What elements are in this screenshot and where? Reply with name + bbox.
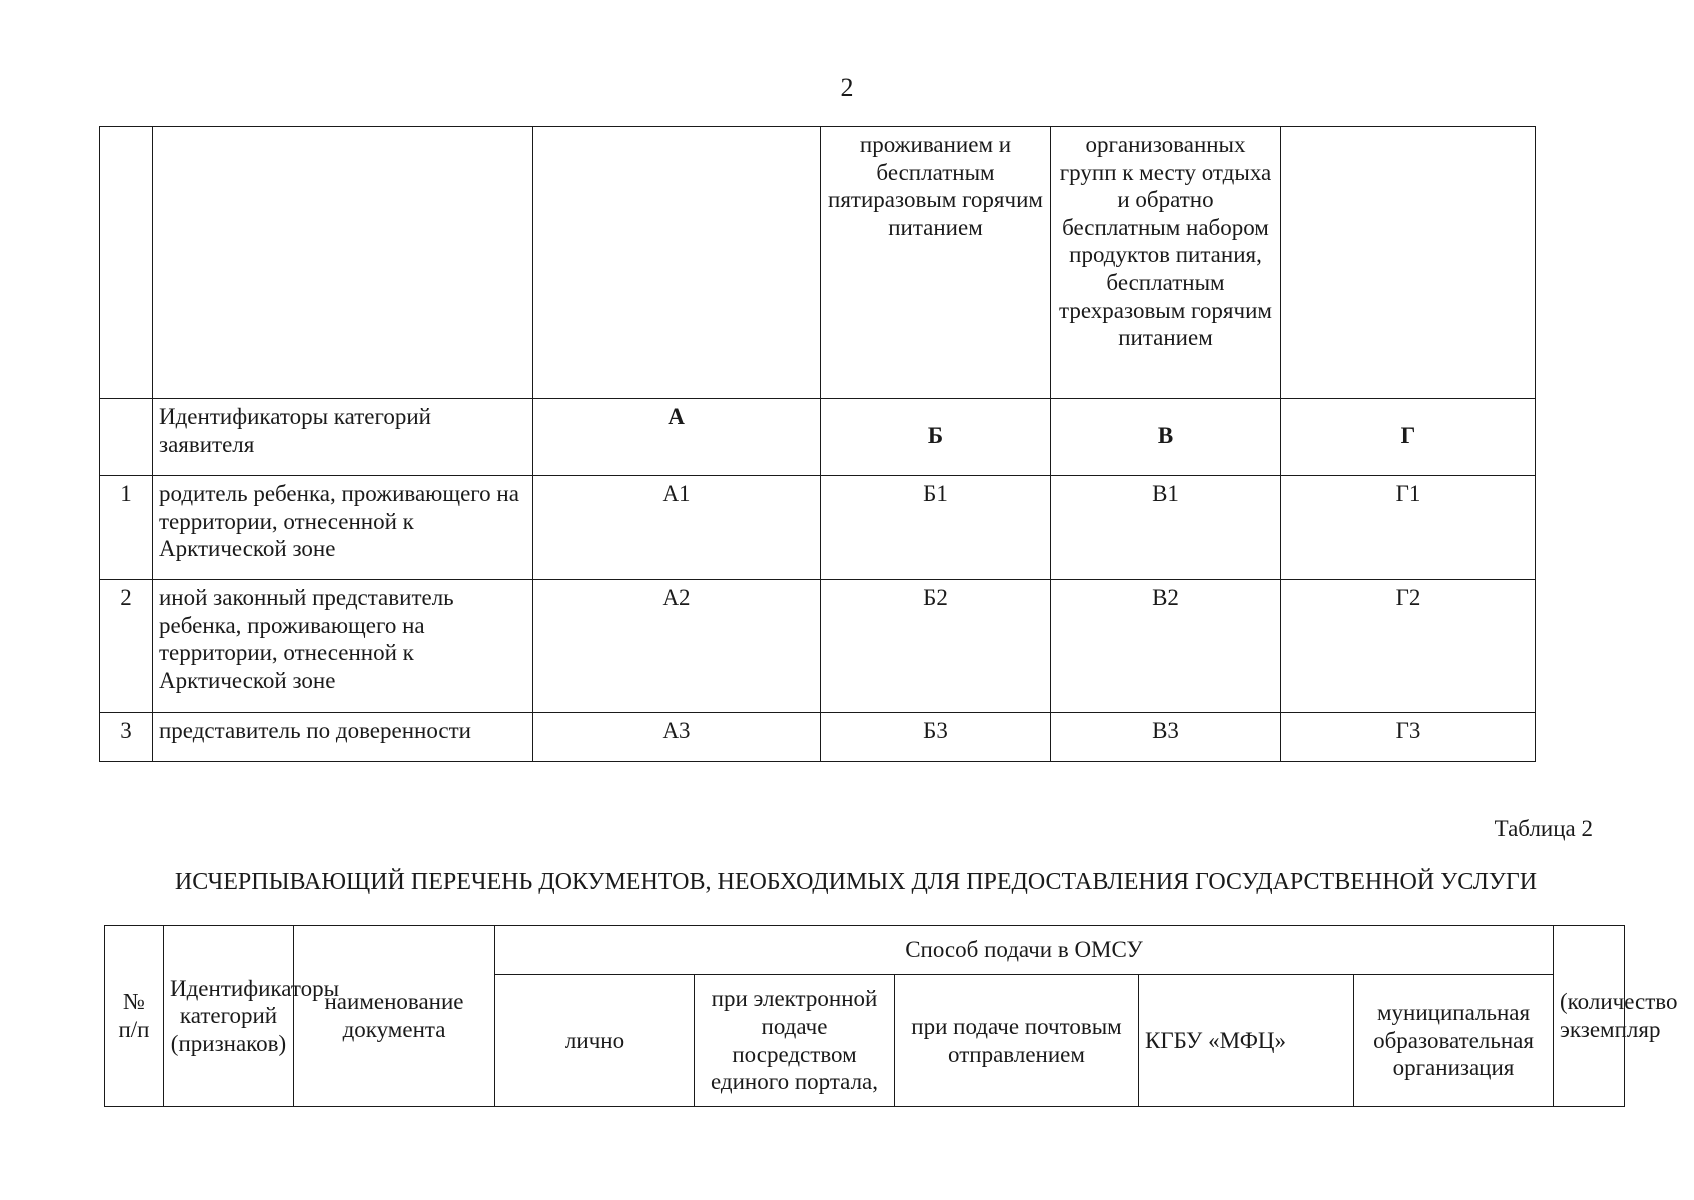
table-cell [533,127,821,399]
column-id-v: В [1051,399,1281,476]
column-id-a: А [533,399,821,476]
row-number: 1 [100,476,153,580]
row-number: 2 [100,580,153,713]
table-row [100,127,1536,399]
header-electronic: при электронной подаче посредством единого портала, [695,975,895,1107]
row-label: родитель ребенка, проживающего на территории, отнесенной к Арктической зоне [153,476,533,580]
table-row [100,713,1536,762]
table-cell: Б2 [821,580,1051,713]
header-identifiers: Идентификаторы категорий (признаков) [164,926,294,1107]
row-label: представитель по доверенности [153,713,533,762]
header-school: муниципальная образовательная организация [1354,975,1554,1107]
header-num: № п/п [105,926,164,1107]
header-postal: при подаче почтовым отправлением [895,975,1139,1107]
table-row [100,399,1536,476]
table-cell: А3 [533,713,821,762]
header-doc-name: наименование документа [294,926,495,1107]
table-cell: В3 [1051,713,1281,762]
applicant-categories-table [99,126,1536,762]
header-in-person: лично [495,975,695,1107]
table-cell: Б1 [821,476,1051,580]
table-row [100,476,1536,580]
table-cell: В1 [1051,476,1281,580]
header-submission-method: Способ подачи в ОМСУ [495,926,1554,975]
table-row [100,580,1536,713]
table-header-row [105,926,1625,975]
table-cell: проживанием и бесплатным пятиразовым горячим питанием [821,127,1051,399]
column-id-b: Б [821,399,1051,476]
table-cell: В2 [1051,580,1281,713]
table-cell [153,127,533,399]
column-id-g: Г [1281,399,1536,476]
table-cell: А1 [533,476,821,580]
table-cell: Б3 [821,713,1051,762]
page-number: 2 [840,73,854,102]
header-mfc: КГБУ «МФЦ» [1139,975,1354,1107]
table-cell: Г1 [1281,476,1536,580]
table-caption: Таблица 2 [1494,816,1593,841]
section-title: ИСЧЕРПЫВАЮЩИЙ ПЕРЕЧЕНЬ ДОКУМЕНТОВ, НЕОБХОДИМЫХ ДЛЯ ПРЕДОСТАВЛЕНИЯ ГОСУДАРСТВЕННОЙ УСЛУГИ [174,869,1538,895]
table-cell: Г3 [1281,713,1536,762]
table-cell [1281,127,1536,399]
row-label: Идентификаторы категорий заявителя [153,399,533,476]
table-cell [100,399,153,476]
table-cell [100,127,153,399]
documents-table [104,925,1678,1107]
table-cell: А2 [533,580,821,713]
table-cell: организованных групп к месту отдыха и обратно бесплатным набором продуктов питания, бесплатным трехразовым горячим питанием [1051,127,1281,399]
row-number: 3 [100,713,153,762]
row-label: иной законный представитель ребенка, проживающего на территории, отнесенной к Арктической зоне [153,580,533,713]
table-cell: Г2 [1281,580,1536,713]
header-copies: (количество экземпляр [1554,926,1625,1107]
